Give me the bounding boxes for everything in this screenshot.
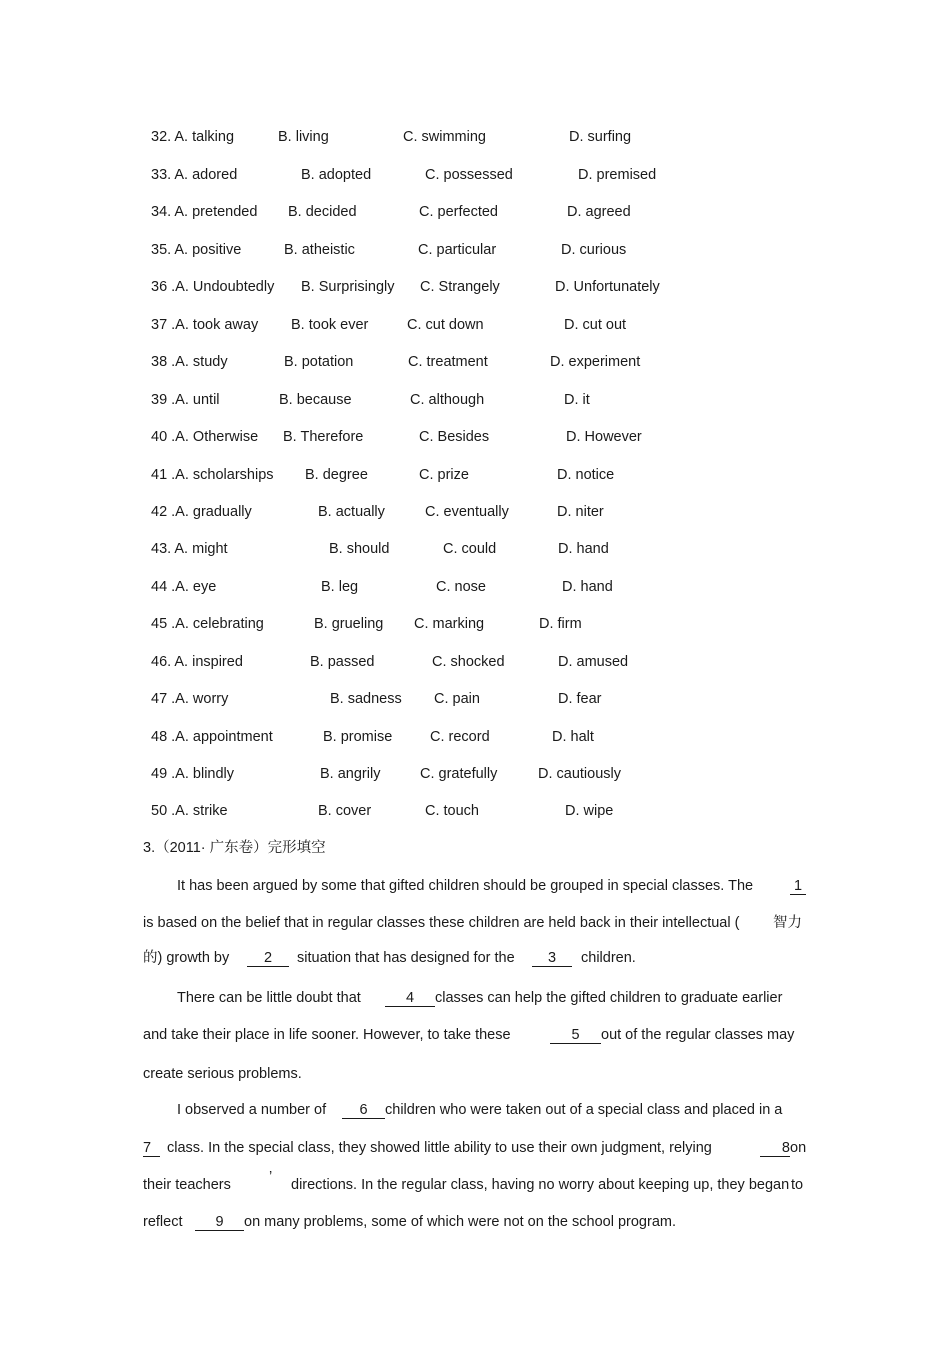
blank-2: 2 xyxy=(247,947,289,969)
option-a: 36 .A. Undoubtedly xyxy=(151,279,275,295)
passage-text: out of the regular classes may xyxy=(601,1027,795,1043)
option-b: B. Surprisingly xyxy=(301,279,395,295)
blank-9: 9 xyxy=(195,1211,244,1233)
option-row xyxy=(0,276,950,298)
option-a: 48 .A. appointment xyxy=(151,729,273,745)
option-c: C. touch xyxy=(425,803,479,819)
option-c: C. eventually xyxy=(425,504,509,520)
option-c: C. record xyxy=(430,729,490,745)
option-row xyxy=(0,538,950,560)
option-c: C. swimming xyxy=(403,129,486,145)
passage-text: on many problems, some of which were not on the school program. xyxy=(244,1214,676,1230)
option-b: B. should xyxy=(329,541,390,557)
option-c: C. possessed xyxy=(425,167,513,183)
option-b: B. decided xyxy=(288,204,357,220)
option-b: B. living xyxy=(278,129,329,145)
option-b: B. adopted xyxy=(301,167,372,183)
passage-text-cn: 智力 xyxy=(773,915,802,931)
option-d: D. premised xyxy=(578,167,657,183)
option-a: 40 .A. Otherwise xyxy=(151,429,259,445)
option-d: D. surfing xyxy=(569,129,632,145)
option-a: 43. A. might xyxy=(151,541,228,557)
option-c: C. gratefully xyxy=(420,766,498,782)
passage-text: I observed a number of xyxy=(177,1102,327,1118)
option-c: C. prize xyxy=(419,467,469,483)
option-c: C. shocked xyxy=(432,654,505,670)
passage-text: to xyxy=(791,1177,804,1193)
option-row xyxy=(0,726,950,748)
blank-6: 6 xyxy=(342,1099,385,1121)
option-d: D. fear xyxy=(558,691,602,707)
option-a: 37 .A. took away xyxy=(151,317,259,333)
passage-text: is based on the belief that in regular classes these children are held back in their intellectual ( xyxy=(143,915,740,931)
passage-text: classes can help the gifted children to graduate earlier xyxy=(435,990,783,1006)
option-row xyxy=(0,613,950,635)
option-b: B. leg xyxy=(321,579,359,595)
passage-text: children. xyxy=(581,950,636,966)
option-d: D. cautiously xyxy=(538,766,622,782)
passage-text: It has been argued by some that gifted children should be grouped in special classes. The xyxy=(177,878,754,894)
option-a: 32. A. talking xyxy=(151,129,235,145)
option-d: D. hand xyxy=(558,541,609,557)
option-row xyxy=(0,763,950,785)
option-d: D. wipe xyxy=(565,803,614,819)
option-row xyxy=(0,239,950,261)
blank-7: 7 xyxy=(143,1137,160,1159)
passage-text: and take their place in life sooner. However, to take these xyxy=(143,1027,511,1043)
option-d: D. Unfortunately xyxy=(555,279,660,295)
option-row xyxy=(0,800,950,822)
option-a: 49 .A. blindly xyxy=(151,766,235,782)
option-c: C. marking xyxy=(414,616,485,632)
passage-text: situation that has designed for the xyxy=(297,950,515,966)
option-b: B. sadness xyxy=(330,691,402,707)
option-b: B. cover xyxy=(318,803,372,819)
section-title: 3.（2011· 广东卷）完形填空 xyxy=(143,840,326,856)
option-a: 45 .A. celebrating xyxy=(151,616,264,632)
option-c: C. pain xyxy=(434,691,480,707)
passage-text: class. In the special class, they showed little ability to use their own judgment, relying xyxy=(167,1140,712,1156)
option-d: D. experiment xyxy=(550,354,641,370)
option-row xyxy=(0,501,950,523)
option-c: C. could xyxy=(443,541,497,557)
option-a: 35. A. positive xyxy=(151,242,242,258)
passage-text: children who were taken out of a special class and placed in a xyxy=(385,1102,783,1118)
option-a: 34. A. pretended xyxy=(151,204,258,220)
option-row xyxy=(0,688,950,710)
option-c: C. Besides xyxy=(419,429,490,445)
option-row xyxy=(0,426,950,448)
option-c: C. nose xyxy=(436,579,486,595)
blank-3: 3 xyxy=(532,947,572,969)
option-b: B. promise xyxy=(323,729,393,745)
option-d: D. niter xyxy=(557,504,604,520)
option-d: D. curious xyxy=(561,242,627,258)
option-a: 47 .A. worry xyxy=(151,691,229,707)
blank-5: 5 xyxy=(550,1024,601,1046)
option-b: B. atheistic xyxy=(284,242,355,258)
option-b: B. potation xyxy=(284,354,354,370)
option-b: B. actually xyxy=(318,504,385,520)
option-a: 33. A. adored xyxy=(151,167,238,183)
option-d: D. hand xyxy=(562,579,613,595)
apostrophe-mark: ’ xyxy=(269,1169,273,1185)
option-d: D. it xyxy=(564,392,590,408)
option-d: D. firm xyxy=(539,616,582,632)
option-row xyxy=(0,201,950,223)
option-row xyxy=(0,351,950,373)
option-a: 39 .A. until xyxy=(151,392,220,408)
passage-text: on xyxy=(790,1140,807,1156)
passage-text: reflect xyxy=(143,1214,183,1230)
blank-4: 4 xyxy=(385,987,435,1009)
option-b: B. Therefore xyxy=(283,429,364,445)
option-b: B. took ever xyxy=(291,317,369,333)
option-row xyxy=(0,164,950,186)
option-c: C. treatment xyxy=(408,354,488,370)
option-a: 50 .A. strike xyxy=(151,803,228,819)
passage-text: create serious problems. xyxy=(143,1066,302,1082)
option-c: C. particular xyxy=(418,242,497,258)
option-row xyxy=(0,464,950,486)
option-a: 38 .A. study xyxy=(151,354,228,370)
option-d: D. halt xyxy=(552,729,594,745)
option-a: 42 .A. gradually xyxy=(151,504,252,520)
blank-1: 1 xyxy=(790,875,806,897)
option-c: C. although xyxy=(410,392,485,408)
passage-text: There can be little doubt that xyxy=(177,990,361,1006)
option-b: B. because xyxy=(279,392,352,408)
blank-8: 8 xyxy=(760,1137,790,1159)
option-d: D. However xyxy=(566,429,642,445)
option-c: C. cut down xyxy=(407,317,484,333)
option-row xyxy=(0,314,950,336)
option-d: D. amused xyxy=(558,654,629,670)
option-d: D. notice xyxy=(557,467,615,483)
option-row xyxy=(0,651,950,673)
option-d: D. cut out xyxy=(564,317,627,333)
option-b: B. degree xyxy=(305,467,368,483)
option-b: B. grueling xyxy=(314,616,384,632)
option-a: 44 .A. eye xyxy=(151,579,217,595)
option-a: 41 .A. scholarships xyxy=(151,467,274,483)
passage-text: directions. In the regular class, having no worry about keeping up, they began xyxy=(291,1177,790,1193)
option-row xyxy=(0,389,950,411)
option-row xyxy=(0,576,950,598)
option-b: B. passed xyxy=(310,654,375,670)
option-d: D. agreed xyxy=(567,204,631,220)
passage-text: 的) growth by xyxy=(143,950,230,966)
option-c: C. perfected xyxy=(419,204,498,220)
option-b: B. angrily xyxy=(320,766,381,782)
passage-text: their teachers xyxy=(143,1177,231,1193)
option-a: 46. A. inspired xyxy=(151,654,243,670)
option-c: C. Strangely xyxy=(420,279,500,295)
option-row xyxy=(0,126,950,148)
